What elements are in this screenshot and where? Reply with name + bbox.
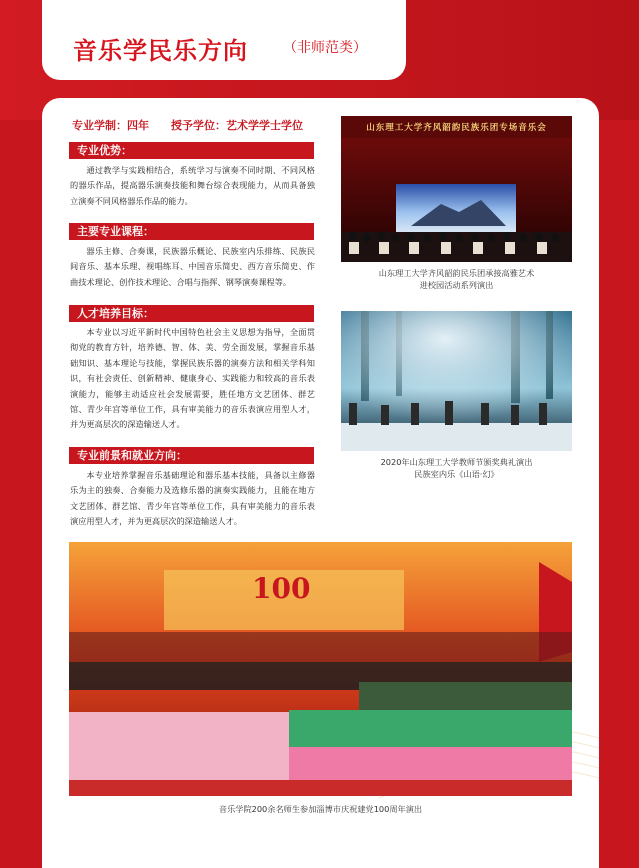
section-heading-goals: 人才培养目标：	[69, 305, 314, 322]
photo-caption-2	[341, 457, 572, 480]
section-body-advantages: 通过教学与实践相结合，系统学习与演奏不同时期、不同风格的器乐作品，提高器乐演奏技能和舞台综合表现能力，从而具备独立演奏不同风格器乐作品的能力。	[70, 165, 315, 206]
section-body-goals: 本专业以习近平新时代中国特色社会主义思想为指导，全面贯彻党的教育方针，培养德、智、体、美、劳全面发展，掌握音乐基础知识、基本理论与技能，掌握民族乐器的演奏方法和相关学科知识，有社会责任、创新精神、健康身心、实践能力和较高的音乐表演能力，能够主动适应社会发展需要，胜任地方文艺团体、群艺馆、青少年宫等单位工作，具有审美能力的音乐表演应用型人才，并为更高层次的深造输送人才。	[70, 327, 315, 430]
concert-banner-text: 山东理工大学齐风韶韵民族乐团专场音乐会	[366, 123, 547, 133]
centennial-screen-text: 100	[252, 572, 311, 605]
photo-caption-2-line1: 2020年山东理工大学教师节颁奖典礼演出	[380, 457, 533, 467]
photo-caption-1-line2: 进校园活动系列演出	[419, 279, 494, 290]
page-title: 音乐学民乐方向	[73, 37, 248, 65]
photo-caption-2-line2: 民族室内乐《山语·幻》	[414, 468, 499, 479]
section-heading-advantages: 专业优势：	[69, 142, 314, 159]
photo-caption-1-line1: 山东理工大学齐风韶韵民乐团承接高雅艺术	[378, 268, 535, 278]
page-subtitle: （非师范类）	[283, 40, 367, 56]
program-degree: 授予学位：艺术学学士学位	[171, 119, 303, 132]
program-duration: 专业学制：四年	[72, 119, 149, 132]
section-body-careers: 本专业培养掌握音乐基础理论和器乐基本技能，具备以主修器乐为主的独奏、合奏能力及选修乐器的演奏实践能力，且能在地方文艺团体、群艺馆、青少年宫等单位工作，具有审美能力的音乐表演应用型人才，并为更高层次的深造输送人才。	[70, 470, 315, 527]
section-body-courses: 器乐主修、合奏课，民族器乐概论、民族室内乐排练、民族民间音乐、基本乐理、视唱练耳、中国音乐简史、西方音乐简史、作曲技术理论、创作技术理论、合唱与指挥、钢琴演奏课程等。	[70, 246, 315, 287]
section-heading-courses: 主要专业课程：	[69, 223, 314, 240]
program-meta	[72, 117, 325, 133]
photo-caption-3: 音乐学院200余名师生参加淄博市庆祝建党100周年演出	[218, 804, 423, 814]
section-heading-careers: 专业前景和就业方向：	[69, 447, 314, 464]
chamber-music-photo	[341, 311, 572, 451]
centennial-performance-photo	[69, 542, 572, 796]
orchestra-concert-photo	[341, 116, 572, 262]
photo-caption-1	[341, 268, 572, 291]
